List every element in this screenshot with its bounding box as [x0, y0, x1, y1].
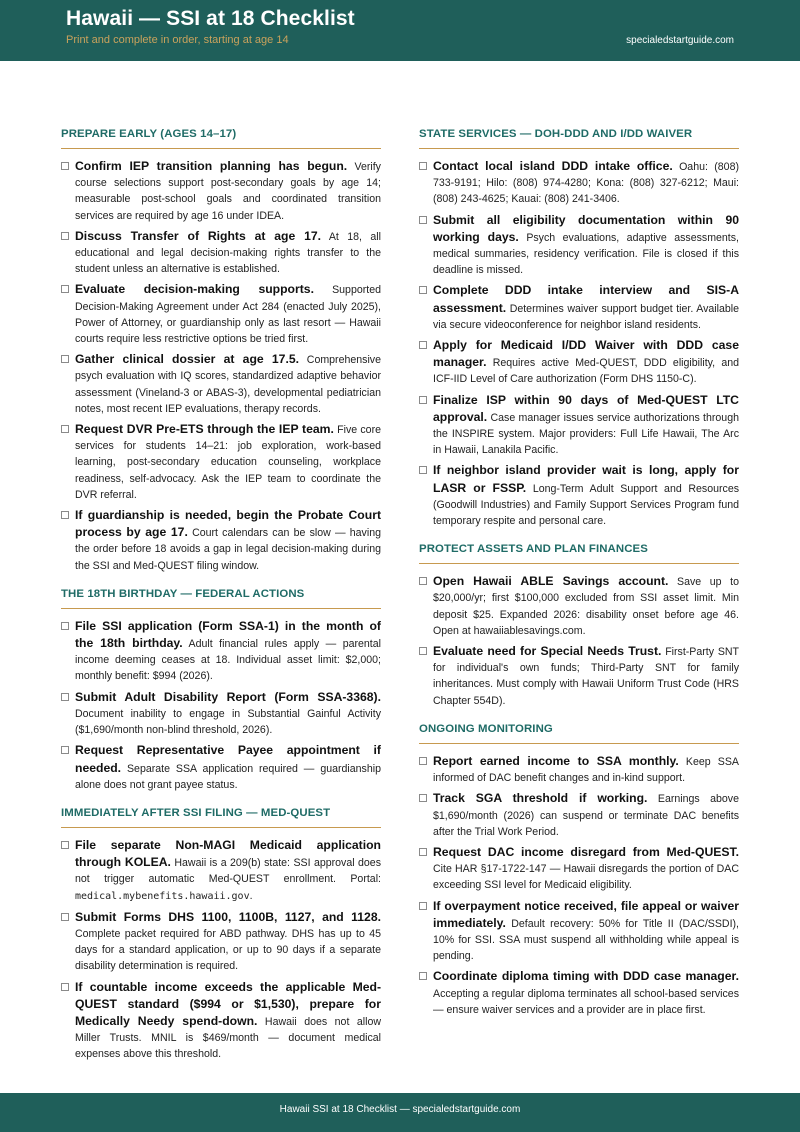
item-heading: Submit Forms DHS 1100, 1100B, 1127, and 1128.	[75, 909, 381, 924]
item-heading: Contact local island DDD intake office.	[433, 159, 673, 173]
checkbox[interactable]	[61, 622, 69, 630]
item-heading: Report earned income to SSA monthly.	[433, 753, 679, 768]
site-url: specialedstartguide.com	[626, 35, 734, 46]
section-title: THE 18TH BIRTHDAY — FEDERAL ACTIONS	[61, 588, 381, 609]
item-description: Five core services for students 14–21: job exploration, work-based learning, post-secondary education counseling, workplace readiness, self-advocacy. Ask the IEP team to coordinate the DVR referral.	[75, 424, 381, 501]
item-heading: If countable income exceeds the applicable Med-QUEST standard ($994 or $1,530), prepare for Medically Needy spend-down.	[75, 979, 381, 1028]
item-heading: Coordinate diploma timing with DDD case manager.	[433, 969, 739, 984]
checkbox[interactable]	[419, 848, 427, 856]
page-title: Hawaii — SSI at 18 Checklist	[66, 7, 355, 30]
checklist-section	[419, 543, 739, 709]
item-heading: Gather clinical dossier at age 17.5.	[75, 352, 300, 367]
checklist-item	[419, 392, 739, 459]
checkbox[interactable]	[61, 746, 69, 754]
checkbox[interactable]	[61, 285, 69, 293]
checkbox[interactable]	[419, 216, 427, 224]
item-description: Adult financial rules apply — parental income deeming ceases at 18. Individual asset limit: $2,000; monthly benefit: $994 (2026).	[75, 638, 381, 683]
section-title: STATE SERVICES — DOH-DDD AND I/DD WAIVER	[419, 128, 739, 149]
item-heading: Apply for Medicaid I/DD Waiver with DDD case manager.	[433, 338, 739, 370]
checklist-item	[61, 281, 381, 347]
item-description: Long-Term Adult Support and Resources (Goodwill Industries) and Family Support Services Program fund temporary respite and personal care.	[433, 482, 740, 528]
checklist-item	[419, 898, 739, 965]
checklist-item	[61, 351, 381, 417]
checklist-item	[419, 753, 739, 786]
section-title: PREPARE EARLY (AGES 14–17)	[61, 128, 381, 149]
checkbox[interactable]	[419, 757, 427, 765]
checkbox[interactable]	[61, 983, 69, 991]
checkbox[interactable]	[419, 972, 427, 980]
item-description: Supported Decision-Making Agreement under Act 284 (enacted July 2025), Power of Attorney, or guardianship only as last resort — Hawaii courts require less restrictive options be tried first.	[75, 284, 381, 346]
checklist-item	[419, 462, 739, 529]
checklist-section	[61, 128, 381, 574]
item-heading: Request Representative Payee appointment if needed.	[75, 743, 381, 775]
checklist-section	[419, 128, 739, 529]
checkbox[interactable]	[419, 902, 427, 910]
checklist	[419, 753, 739, 1018]
item-description: Accepting a regular diploma terminates all school-based services — ensure waiver services and a provider are in place first.	[433, 987, 739, 1016]
item-description: Psych evaluations, adaptive assessments, medical summaries, residency verification. File is closed if this deadline is missed.	[433, 231, 739, 277]
checkbox[interactable]	[61, 693, 69, 701]
checkbox[interactable]	[61, 913, 69, 921]
item-heading: Open Hawaii ABLE Savings account.	[433, 574, 669, 589]
item-description: Hawaii is a 209(b) state: SSI approval does not trigger automatic Med-QUEST enrollment. Portal:	[75, 857, 381, 886]
checklist-item	[61, 979, 381, 1063]
item-description: Cite HAR §17-1722-147 — Hawaii disregards the portion of DAC exceeding SSI level for Medicaid eligibility.	[433, 863, 739, 892]
item-description: First-Party SNT for individual's own funds; Third-Party SNT for family inheritances. Must comply with Hawaii Uniform Trust Code (HRS Chapter 554D).	[433, 646, 740, 707]
checklist-item	[61, 689, 381, 739]
item-heading: Evaluate decision-making supports.	[75, 282, 314, 297]
checkbox[interactable]	[61, 162, 69, 170]
item-heading: Request DVR Pre-ETS through the IEP team.	[75, 422, 334, 437]
checklist	[61, 837, 381, 1063]
item-heading: Complete DDD intake interview and SIS-A assessment.	[433, 283, 739, 315]
page-header	[0, 0, 800, 61]
item-description: Requires active Med-QUEST, DDD eligibility, and ICF-IID Level of Care authorization (Form DHS 1150-C).	[433, 357, 739, 386]
item-heading: Request DAC income disregard from Med-QUEST.	[433, 844, 739, 859]
checklist-item	[61, 742, 381, 793]
item-heading: Confirm IEP transition planning has begun.	[75, 159, 348, 173]
checklist-item	[419, 643, 739, 709]
checkbox[interactable]	[61, 511, 69, 519]
item-heading: File SSI application (Form SSA-1) in the month of the 18th birthday.	[75, 618, 381, 651]
checkbox[interactable]	[419, 162, 427, 170]
checkbox[interactable]	[419, 577, 427, 585]
checkbox[interactable]	[419, 341, 427, 349]
checklist-section	[61, 588, 381, 793]
item-description: Determines waiver support budget tier. Available via secure videoconference for neighbor island residents.	[433, 302, 739, 331]
checklist	[419, 573, 739, 709]
item-description: Verify course selections support post-secondary goals by age 14; measurable post-school goals and coordinated transition services are required by age 16 under IDEA.	[75, 161, 381, 222]
item-description: Separate SSA application required — guardianship alone does not grant payee status.	[75, 762, 381, 791]
item-heading: If overpayment notice received, file appeal or waiver immediately.	[433, 898, 739, 930]
item-description: Case manager issues service authorizations through the INSPIRE system. Major providers: Full Life Hawaii, The Arc in Hawaii, Lanakila Pacific.	[433, 411, 739, 457]
item-heading: Submit all eligibility documentation within 90 working days.	[433, 212, 739, 244]
checklist-item	[419, 212, 739, 279]
checklist-item	[61, 837, 381, 905]
page-subtitle: Print and complete in order, starting at age 14	[66, 34, 289, 46]
checklist-item	[61, 507, 381, 574]
item-heading: Evaluate need for Special Needs Trust.	[433, 644, 662, 659]
item-description: Complete packet required for ABD pathway. DHS has up to 45 days for a standard application, or up to 90 days if a separate disability determination is required.	[75, 927, 381, 973]
checklist-section	[61, 807, 381, 1063]
checklist-item	[419, 158, 739, 208]
checklist-item	[419, 282, 739, 333]
right-column	[419, 128, 739, 1032]
item-heading: File separate Non-MAGI Medicaid application through KOLEA.	[75, 837, 381, 870]
checkbox[interactable]	[61, 355, 69, 363]
item-description: Earnings above $1,690/month (2026) can suspend or terminate DAC benefits after the Trial Work Period.	[433, 793, 739, 838]
item-description-end: .	[249, 889, 253, 902]
section-title: PROTECT ASSETS AND PLAN FINANCES	[419, 543, 739, 564]
checkbox[interactable]	[419, 466, 427, 474]
checkbox[interactable]	[419, 794, 427, 802]
checklist-item	[419, 790, 739, 840]
checklist	[419, 158, 739, 529]
checkbox[interactable]	[419, 286, 427, 294]
checkbox[interactable]	[419, 396, 427, 404]
checklist-item	[419, 968, 739, 1018]
item-heading: If neighbor island provider wait is long, apply for LASR or FSSP.	[433, 463, 739, 495]
checklist	[61, 618, 381, 793]
checklist-item	[419, 844, 739, 894]
checkbox[interactable]	[419, 647, 427, 655]
item-heading: Track SGA threshold if working.	[433, 791, 648, 806]
item-heading: Discuss Transfer of Rights at age 17.	[75, 228, 322, 243]
checklist-section	[419, 723, 739, 1018]
left-column	[61, 128, 381, 1077]
item-description: Save up to $20,000/yr; first $100,000 excluded from SSI asset limit. Min deposit $25. Expanded 2026: disability onset before age 46. Open at hawaiiablesavings.com.	[433, 576, 739, 637]
item-heading: Submit Adult Disability Report (Form SSA-3368).	[75, 689, 381, 704]
item-description: Document inability to engage in Substantial Gainful Activity ($1,690/month non-blind threshold, 2026).	[75, 707, 381, 737]
section-title: ONGOING MONITORING	[419, 723, 739, 744]
checklist-item	[61, 158, 381, 224]
portal-url: medical.mybenefits.hawaii.gov	[75, 890, 250, 902]
checklist-item	[61, 618, 381, 685]
item-description: Keep SSA informed of DAC benefit changes and in-kind support.	[433, 755, 739, 785]
item-heading: Finalize ISP within 90 days of Med-QUEST LTC approval.	[433, 392, 739, 424]
item-description: At 18, all educational and legal decision-making rights transfer to the student unless an alternative is established.	[75, 230, 381, 276]
checkbox[interactable]	[61, 425, 69, 433]
item-description: Hawaii does not allow Miller Trusts. MNIL is $469/month — document medical expenses above this threshold.	[75, 1015, 382, 1061]
section-title: IMMEDIATELY AFTER SSI FILING — MED-QUEST	[61, 807, 381, 828]
checklist-item	[61, 228, 381, 278]
item-description: Default recovery: 50% for Title II (DAC/SSDI), 10% for SSI. SSA must suspend all withholding while appeal is pending.	[433, 917, 739, 963]
item-description: Comprehensive psych evaluation with IQ scores, standardized adaptive behavior assessment (Vineland-3 or ABAS-3), developmental pediatrician notes, most recent IEP evaluations, therapy records.	[75, 354, 381, 415]
checklist	[61, 158, 381, 574]
checkbox[interactable]	[61, 232, 69, 240]
checklist-item	[419, 573, 739, 639]
checklist-item	[61, 909, 381, 975]
checklist-item	[61, 421, 381, 503]
item-heading: If guardianship is needed, begin the Probate Court process by age 17.	[75, 508, 381, 540]
item-description: Oahu: (808) 733-9191; Hilo: (808) 974-4280; Kona: (808) 327-6212; Maui: (808) 243-4625; Kauai: (808) 241-3406.	[433, 161, 739, 206]
page-footer: Hawaii SSI at 18 Checklist — specialedstartguide.com	[0, 1093, 800, 1132]
checklist-item	[419, 337, 739, 388]
item-description: Court calendars can be slow — having the order before 18 avoids a gap in legal decision-making during the SSI and Med-QUEST filing window.	[75, 527, 381, 572]
checkbox[interactable]	[61, 841, 69, 849]
